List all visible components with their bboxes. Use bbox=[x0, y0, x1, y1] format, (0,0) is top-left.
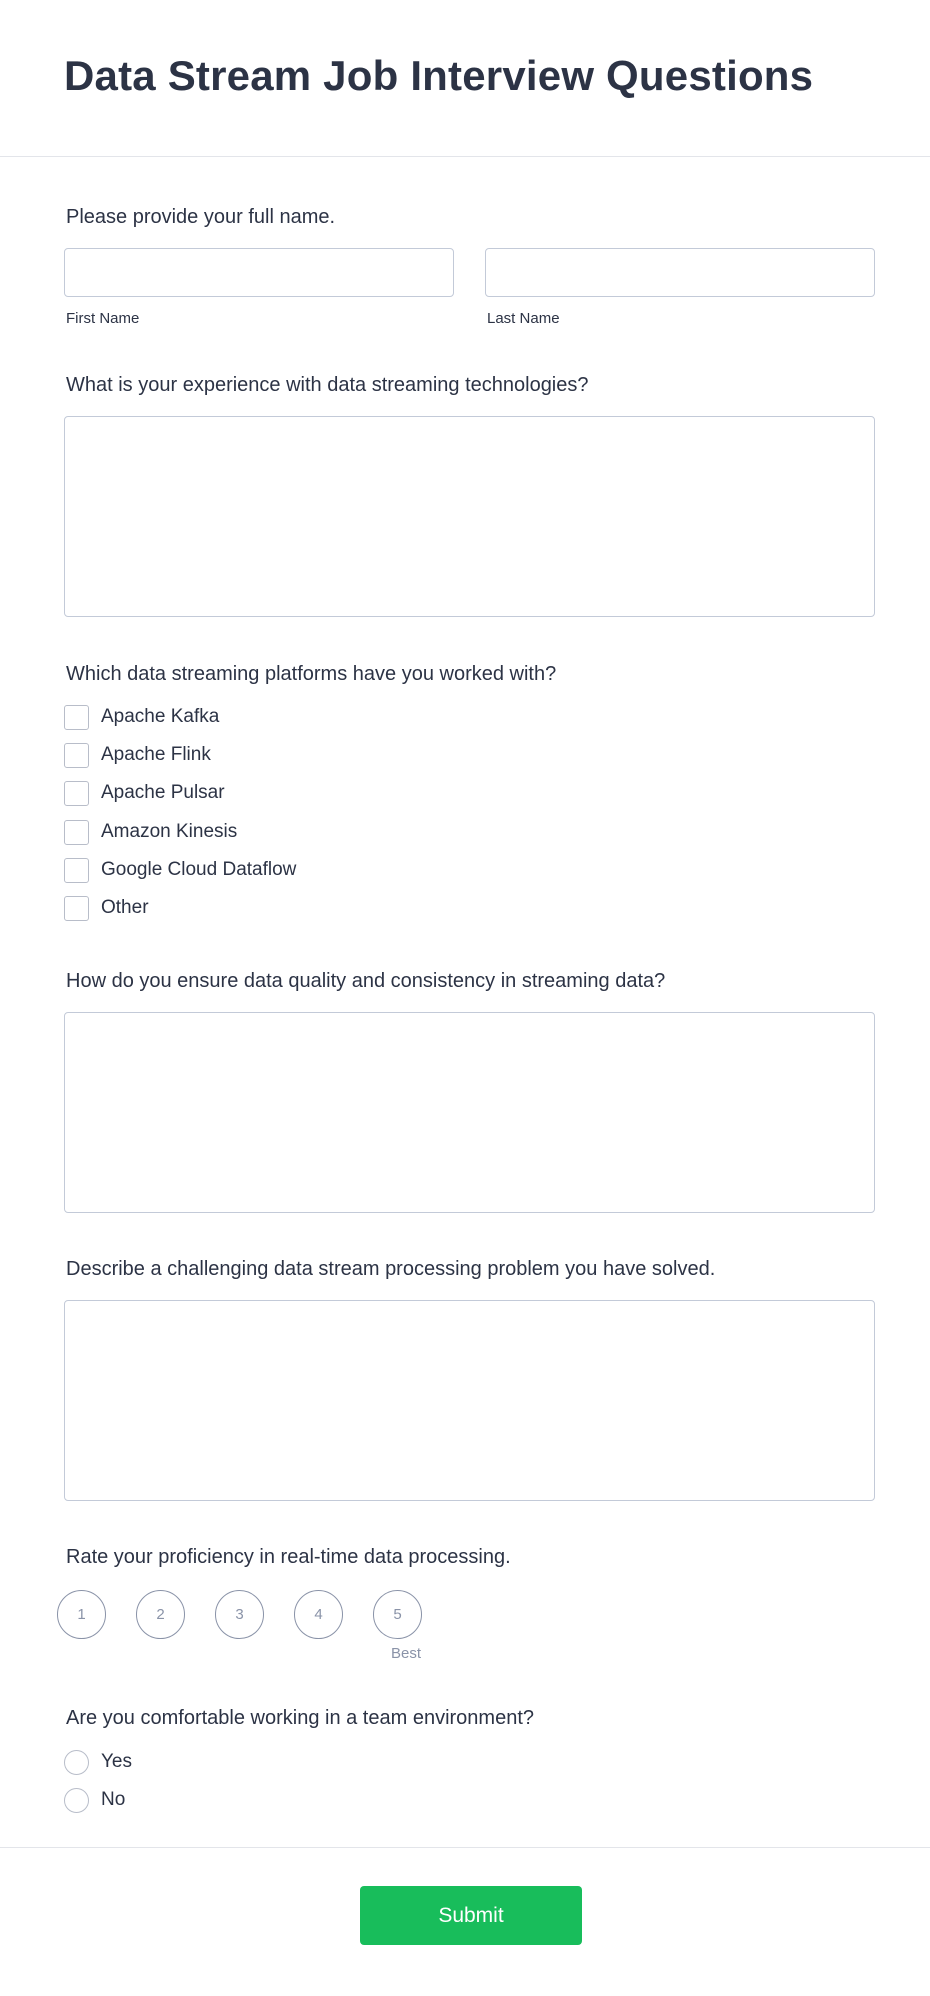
rating-best-label: Best bbox=[391, 1645, 422, 1662]
name-question-label: Please provide your full name. bbox=[66, 206, 336, 228]
checkbox[interactable] bbox=[64, 743, 89, 768]
platform-option-kafka[interactable] bbox=[64, 704, 219, 730]
challenge-question-label: Describe a challenging data stream processing problem you have solved. bbox=[66, 1258, 716, 1280]
option-label: Apache Flink bbox=[101, 744, 211, 765]
checkbox[interactable] bbox=[64, 705, 89, 730]
rating-option-5[interactable]: 5 bbox=[373, 1590, 422, 1639]
radio-button[interactable] bbox=[64, 1750, 89, 1775]
first-name-input[interactable] bbox=[64, 248, 454, 297]
platforms-question-label: Which data streaming platforms have you worked with? bbox=[66, 663, 557, 685]
platform-option-pulsar[interactable] bbox=[64, 780, 225, 806]
form-title: Data Stream Job Interview Questions bbox=[64, 52, 814, 99]
first-name-sublabel: First Name bbox=[66, 310, 140, 327]
checkbox[interactable] bbox=[64, 820, 89, 845]
quality-textarea[interactable] bbox=[64, 1012, 875, 1213]
form-header bbox=[0, 0, 930, 157]
option-label: Other bbox=[101, 897, 149, 918]
option-label: No bbox=[101, 1789, 126, 1810]
rating-option-2[interactable]: 2 bbox=[136, 1590, 185, 1639]
radio-button[interactable] bbox=[64, 1788, 89, 1813]
checkbox[interactable] bbox=[64, 781, 89, 806]
platform-option-other[interactable] bbox=[64, 895, 149, 921]
option-label: Yes bbox=[101, 1751, 132, 1772]
last-name-input[interactable] bbox=[485, 248, 875, 297]
rating-option-4[interactable]: 4 bbox=[294, 1590, 343, 1639]
rating-option-3[interactable]: 3 bbox=[215, 1590, 264, 1639]
option-label: Amazon Kinesis bbox=[101, 821, 238, 842]
option-label: Google Cloud Dataflow bbox=[101, 859, 297, 880]
quality-question-label: How do you ensure data quality and consistency in streaming data? bbox=[66, 970, 666, 992]
option-label: Apache Pulsar bbox=[101, 782, 225, 803]
option-label: Apache Kafka bbox=[101, 706, 220, 727]
team-option-no[interactable] bbox=[64, 1787, 125, 1813]
rating-question-label: Rate your proficiency in real-time data processing. bbox=[66, 1546, 511, 1568]
submit-button[interactable]: Submit bbox=[360, 1886, 582, 1945]
platform-option-kinesis[interactable] bbox=[64, 819, 237, 845]
checkbox[interactable] bbox=[64, 858, 89, 883]
checkbox[interactable] bbox=[64, 896, 89, 921]
team-option-yes[interactable] bbox=[64, 1749, 132, 1775]
team-question-label: Are you comfortable working in a team environment? bbox=[66, 1707, 535, 1729]
rating-option-1[interactable]: 1 bbox=[57, 1590, 106, 1639]
platform-option-flink[interactable] bbox=[64, 742, 211, 768]
experience-question-label: What is your experience with data streaming technologies? bbox=[66, 374, 589, 396]
challenge-textarea[interactable] bbox=[64, 1300, 875, 1501]
last-name-sublabel: Last Name bbox=[487, 310, 560, 327]
platform-option-dataflow[interactable] bbox=[64, 857, 296, 883]
experience-textarea[interactable] bbox=[64, 416, 875, 617]
